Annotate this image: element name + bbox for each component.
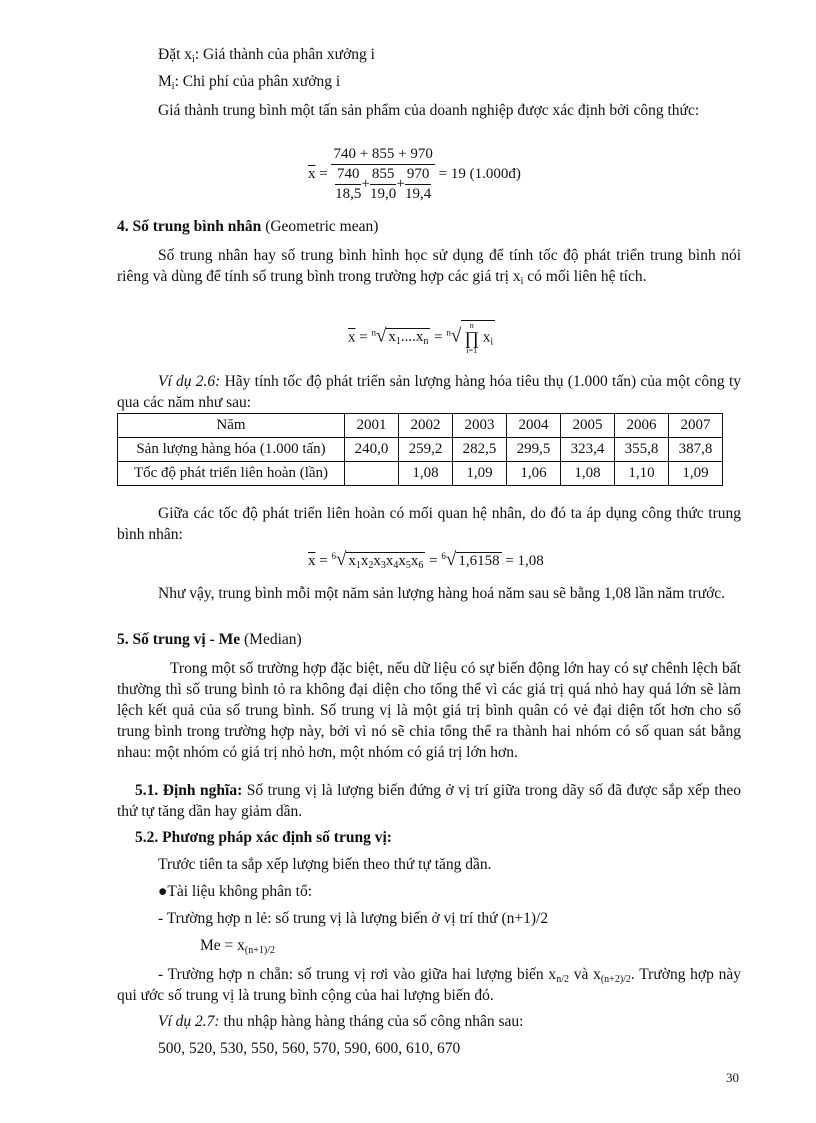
table-header-row bbox=[118, 414, 723, 438]
table-row-label: Sản lượng hàng hóa (1.000 tấn) bbox=[118, 438, 345, 462]
example-2-6: Ví dụ 2.6: Hãy tính tốc độ phát triển sản lượng hàng hóa tiêu thụ (1.000 tấn) của một công ty qua các năm như sau: bbox=[117, 373, 741, 411]
table-cell: 282,5 bbox=[453, 438, 507, 462]
example-2-7: Ví dụ 2.7: thu nhập hàng hàng tháng của số công nhân sau: bbox=[158, 1013, 524, 1030]
formula-geometric-example: $\overline{x} = ^6√$ $x_1x_2x_3x_4x_5x_6 = ^6√$ 1,6158 = 1,08 bbox=[308, 549, 544, 571]
section-5-paragraph: Trong một số trường hợp đặc biệt, nếu dữ liệu có sự biến động lớn hay có sự chênh lệch bất thường thì số trung bình tỏ ra không đại diện cho tổng thể vì các giá trị quá nhỏ hay quá lớn sẽ làm lệch kết quả của số trung bình. Số trung vị là một giá trị bình quân có vẻ đại diện tốt hơn cho số trung bình trong trường hợp này, bởi vì nó sẽ chia tổng thể ra thành hai nhóm có số quan sát bằng nhau: một nhóm có giá trị nhỏ hơn, một nhóm có giá trị lớn hơn. bbox=[117, 660, 741, 761]
table-cell bbox=[345, 462, 399, 486]
paragraph-between: Giữa các tốc độ phát triển liên hoàn có mối quan hệ nhân, do đó ta áp dụng công thức trung bình nhân: bbox=[117, 505, 741, 543]
table-cell: 299,5 bbox=[507, 438, 561, 462]
table-cell: 1,06 bbox=[507, 462, 561, 486]
table-year-cell: 2003 bbox=[453, 414, 507, 438]
table-row bbox=[118, 462, 723, 486]
table-cell: 240,0 bbox=[345, 438, 399, 462]
table-year-cell: 2002 bbox=[399, 414, 453, 438]
section-5-2-line-2: ●Tài liệu không phân tổ: bbox=[158, 883, 313, 900]
paragraph-conclusion: Như vậy, trung bình mỗi một năm sản lượng hàng hoá năm sau sẽ bằng 1,08 lần năm trước. bbox=[158, 585, 726, 602]
table-cell: 259,2 bbox=[399, 438, 453, 462]
formula-geometric-mean: $\overline{x} = ^n√$ $x_1....x_n = ^n√$ n ∏ i=1 $x_i$ bbox=[348, 321, 494, 355]
section-4-heading: 4. Số trung bình nhân (Geometric mean) bbox=[117, 218, 379, 235]
table-year-cell: 2001 bbox=[345, 414, 399, 438]
section-5-1: 5.1. Định nghĩa: Số trung vị là lượng biến đứng ở vị trí giữa trong dãy số đã được sắp xếp theo thứ tự tăng dần hay giảm dần. bbox=[117, 782, 742, 820]
section-5-heading: 5. Số trung vị - Me (Median) bbox=[117, 631, 302, 648]
intro-line-2: $M_i$: Chi phí của phân xưởng i bbox=[158, 73, 341, 92]
table-cell: 1,09 bbox=[453, 462, 507, 486]
section-4-paragraph: Số trung nhân hay số trung bình hình học sử dụng để tính tốc độ phát triển trung bình nói riêng và dùng để tính số trung bình trong trường hợp các giá trị $x_i$ có mối liên hệ tích. bbox=[117, 247, 741, 287]
section-5-2-line-1: Trước tiên ta sắp xếp lượng biến theo thứ tự tăng dần. bbox=[158, 856, 492, 873]
table-year-cell: 2006 bbox=[615, 414, 669, 438]
table-cell: 1,09 bbox=[669, 462, 723, 486]
table-year-cell: 2004 bbox=[507, 414, 561, 438]
table-cell: 355,8 bbox=[615, 438, 669, 462]
example-2-7-values: 500, 520, 530, 550, 560, 570, 590, 600, 610, 670 bbox=[158, 1040, 461, 1057]
section-5-2-line-4: - Trường hợp n chẵn: số trung vị rơi vào giữa hai lượng biến $x_{n/2}$ và $x_{(n+2)/2}$. Trường hợp này qui ước số trung vị là trung bình cộng của hai lượng biến đó. bbox=[117, 966, 742, 1004]
page-number: 30 bbox=[726, 1070, 739, 1085]
section-5-2-line-3: - Trường hợp n lẻ: số trung vị là lượng biến ở vị trí thứ (n+1)/2 bbox=[158, 910, 549, 927]
table-year-cell: 2005 bbox=[561, 414, 615, 438]
table-cell: 1,08 bbox=[561, 462, 615, 486]
table-header-label: Năm bbox=[118, 414, 345, 438]
table-row bbox=[118, 438, 723, 462]
intro-paragraph: Giá thành trung bình một tấn sản phẩm của doanh nghiệp được xác định bởi công thức: bbox=[158, 102, 700, 119]
intro-line-1: Đặt $x_i$: Giá thành của phân xưởng i bbox=[158, 46, 375, 65]
table-cell: 387,8 bbox=[669, 438, 723, 462]
table-row-label: Tốc độ phát triển liên hoàn (lần) bbox=[118, 462, 345, 486]
table-cell: 1,08 bbox=[399, 462, 453, 486]
table-year-cell: 2007 bbox=[669, 414, 723, 438]
section-5-2-heading: 5.2. Phương pháp xác định số trung vị: bbox=[135, 829, 392, 846]
bullet-icon: ● bbox=[158, 883, 168, 900]
median-formula-odd: $Me = x_{(n+1)/2}$ bbox=[200, 937, 275, 956]
table-cell: 323,4 bbox=[561, 438, 615, 462]
production-table bbox=[117, 413, 723, 486]
table-cell: 1,10 bbox=[615, 462, 669, 486]
formula-average-cost: $\overline{x}$ = 740 + 855 + 970 $\frac{740}{18,5}$ + $\frac{855}{19,0}$ + $\frac{970}{19,4}$ = 19 (1.000đ) bbox=[308, 146, 521, 202]
